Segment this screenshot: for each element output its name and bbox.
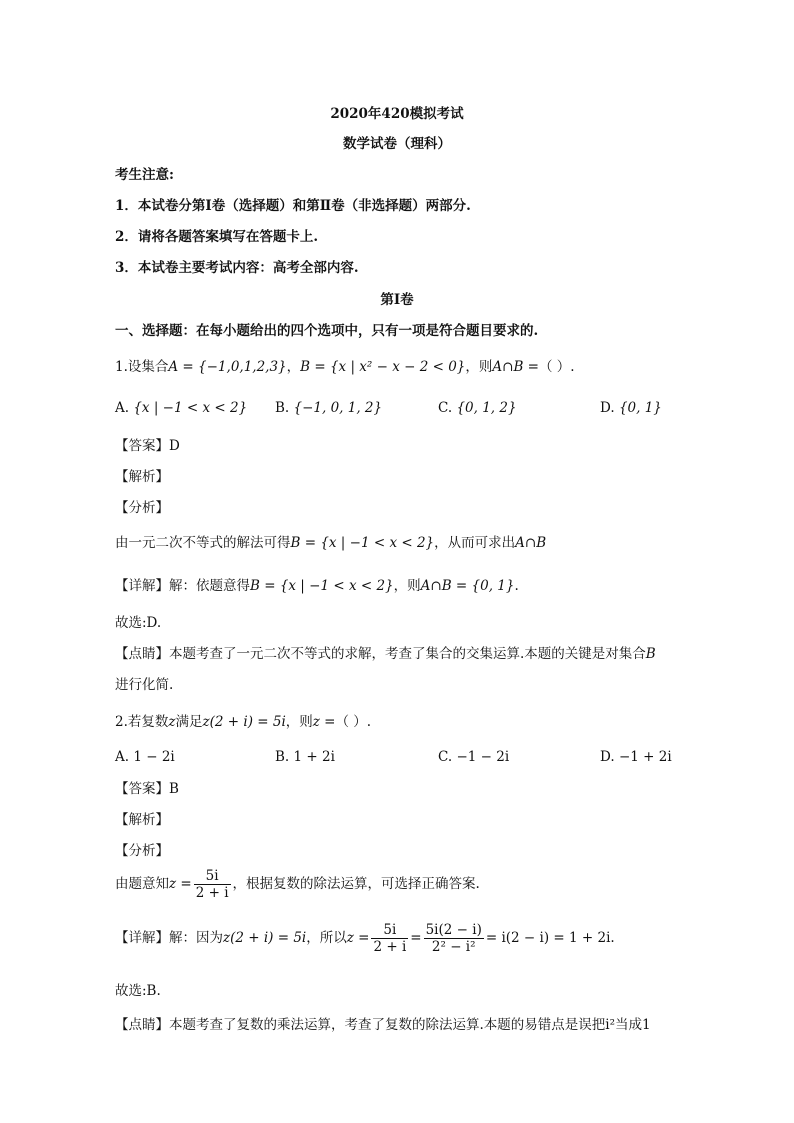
q2-detail-rest: = i(2 − i) = 1 + 2i — [485, 930, 611, 946]
notice-heading: 考生注意: — [115, 167, 174, 183]
q1-option-b-label: B. — [275, 400, 290, 416]
q1-fenxi-text: 由一元二次不等式的解法可得 — [115, 535, 291, 551]
q1-option-a — [115, 399, 247, 417]
q1-option-a-label: A. — [115, 400, 130, 416]
q2-option-a — [115, 748, 175, 766]
q2-detail-tag: 【详解】 — [115, 930, 169, 946]
q2-option-d-value: −1 + 2i — [618, 749, 672, 765]
q2-stem — [115, 713, 371, 731]
q1-option-b-value: {−1, 0, 1, 2} — [293, 400, 383, 416]
q1-comment-text: 本题考查了一元二次不等式的求解，考查了集合的交集运算.本题的关键是对集合 — [169, 646, 646, 662]
q2-detail-z: z = — [346, 930, 370, 946]
q1-comment — [115, 645, 656, 663]
q2-comment-math: i² — [605, 1017, 616, 1033]
q1-answer: 【答案】D — [115, 438, 180, 454]
section-title: 第Ⅰ卷 — [380, 292, 414, 308]
q2-stem-eq: z(2 + i) = 5i — [202, 714, 286, 730]
q1-option-d-label: D. — [600, 400, 615, 416]
q1-choose: 故选:D. — [115, 615, 162, 631]
q1-stem — [115, 358, 575, 376]
q2-option-a-label: A. — [115, 749, 130, 765]
q2-stem-prefix: 2.若复数 — [115, 714, 169, 730]
q2-detail-text2: ，所以 — [306, 930, 347, 946]
q2-fenxi-tag: 【分析】 — [115, 843, 169, 859]
q1-option-c-value: {0, 1, 2} — [456, 400, 517, 416]
q1-detail-tag: 【详解】 — [115, 578, 169, 594]
q1-option-c — [438, 399, 517, 417]
q2-paren: （ ）. — [335, 714, 372, 730]
q2-answer: 【答案】B — [115, 781, 179, 797]
q2-option-c-value: −1 − 2i — [456, 749, 510, 765]
q2-stem-ask: z = — [312, 714, 336, 730]
q1-comma: ， — [286, 359, 301, 375]
q1-fenxi-math: B = {x | −1 < x < 2} — [290, 535, 435, 551]
q2-option-d-label: D. — [600, 749, 615, 765]
q2-detail-denominator-1: 2 + i — [373, 939, 407, 955]
q1-paren: （ ）. — [538, 359, 575, 375]
q1-detail — [115, 577, 519, 595]
q1-set-a: A = {−1,0,1,2,3} — [168, 359, 287, 375]
q1-option-d — [600, 399, 662, 417]
q2-stem-z: z — [168, 714, 176, 730]
q1-option-a-value: {x | −1 < x < 2} — [133, 400, 248, 416]
q1-set-b: B = {x | x² − x − 2 < 0} — [300, 359, 466, 375]
q2-option-a-value: 1 − 2i — [133, 749, 175, 765]
q2-fenxi-z: z = — [169, 876, 192, 892]
notice-item-2: 2．请将各题答案填写在答题卡上. — [115, 229, 319, 245]
q1-detail-text: 解：依题意得 — [169, 578, 250, 594]
q2-comment-text: 本题考查了复数的乘法运算，考查了复数的除法运算.本题的易错点是误把 — [169, 1017, 606, 1033]
q1-analysis-tag: 【解析】 — [115, 469, 169, 485]
q2-choose: 故选:B. — [115, 983, 161, 999]
q1-detail-math: B = {x | −1 < x < 2} — [250, 578, 394, 594]
q2-fenxi-numerator: 5i — [194, 868, 231, 885]
q2-comment — [115, 1016, 651, 1034]
q1-comment-math: B — [645, 646, 656, 662]
q2-comment-end: 当成1 — [615, 1017, 651, 1033]
exam-subtitle: 数学试卷（理科） — [343, 136, 451, 152]
q2-detail-numerator-2: 5i(2 − i) — [425, 922, 482, 938]
q1-detail-math2: A∩B = {0, 1} — [420, 578, 515, 594]
q1-fenxi — [115, 534, 546, 552]
q2-option-b-label: B. — [275, 749, 290, 765]
section-instruction: 一、选择题：在每小题给出的四个选项中，只有一项是符合题目要求的. — [115, 323, 539, 339]
q2-detail-end: . — [610, 930, 615, 946]
q2-detail-fraction-1 — [371, 922, 408, 955]
q1-stem-prefix: 1.设集合 — [115, 359, 169, 375]
q2-detail-fraction-2 — [424, 922, 484, 955]
notice-item-1: 1．本试卷分第Ⅰ卷（选择题）和第Ⅱ卷（非选择题）两部分. — [115, 198, 471, 214]
q1-option-d-value: {0, 1} — [618, 400, 662, 416]
q2-option-c-label: C. — [438, 749, 453, 765]
q2-stem-mid: 满足 — [175, 714, 203, 730]
q1-stem-suffix: ，则 — [465, 359, 493, 375]
q2-analysis-tag: 【解析】 — [115, 812, 169, 828]
q2-detail — [115, 922, 615, 955]
q1-detail-text2: ，则 — [393, 578, 421, 594]
q1-ask: A∩B = — [492, 359, 539, 375]
q2-fenxi-text: 由题意知 — [115, 876, 169, 892]
q2-fenxi — [115, 868, 480, 901]
notice-item-3: 3．本试卷主要考试内容：高考全部内容. — [115, 260, 359, 276]
q2-option-b — [275, 748, 335, 766]
q1-comment-cont: 进行化简. — [115, 677, 174, 693]
q1-comment-tag: 【点睛】 — [115, 646, 169, 662]
q2-fenxi-text2: ，根据复数的除法运算，可选择正确答案. — [232, 876, 480, 892]
exam-title: 2020年420模拟考试 — [330, 106, 464, 122]
q2-detail-text: 解：因为 — [169, 930, 223, 946]
q2-detail-equals: = — [410, 930, 422, 946]
q1-option-b — [275, 399, 382, 417]
q2-option-c — [438, 748, 509, 766]
q1-fenxi-math2: A∩B — [515, 535, 547, 551]
q2-detail-numerator-1: 5i — [371, 922, 408, 939]
q2-detail-eq: z(2 + i) = 5i — [223, 930, 307, 946]
q2-comment-tag: 【点睛】 — [115, 1017, 169, 1033]
q1-fenxi-tag: 【分析】 — [115, 500, 169, 516]
q1-detail-end: . — [514, 578, 519, 594]
q2-stem-then: ，则 — [285, 714, 313, 730]
q2-fenxi-denominator: 2 + i — [195, 885, 229, 901]
q2-detail-denominator-2: 2² − i² — [431, 939, 476, 955]
q1-option-c-label: C. — [438, 400, 453, 416]
q2-option-d — [600, 748, 672, 766]
q2-fenxi-fraction — [194, 868, 231, 901]
q1-fenxi-text2: ，从而可求出 — [434, 535, 516, 551]
q2-option-b-value: 1 + 2i — [293, 749, 335, 765]
